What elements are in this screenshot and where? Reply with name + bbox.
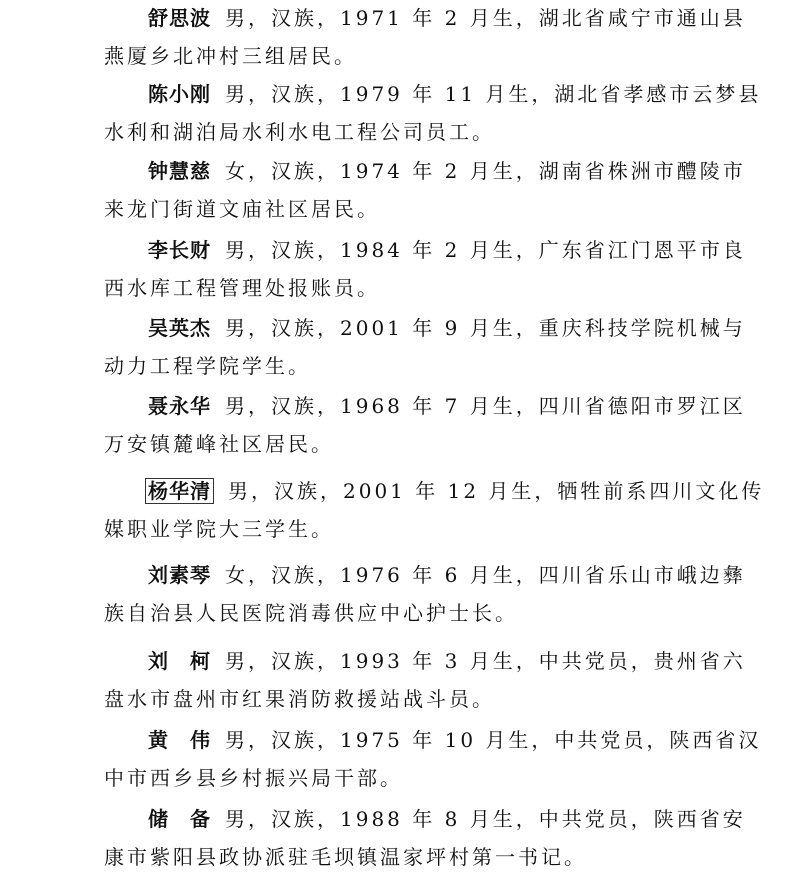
person-details: 女，汉族，1976 年 6 月生，四川省乐山市峨边彝 [225, 563, 746, 587]
person-details: 男，汉族，2001 年 9 月生，重庆科技学院机械与 [225, 316, 746, 340]
person-name: 吴英杰 [148, 316, 211, 340]
entry-second-line: 水利和湖泊局水利水电工程公司员工。 [104, 120, 495, 144]
person-details: 女，汉族，1974 年 2 月生，湖南省株洲市醴陵市 [225, 159, 746, 183]
entry-second-line: 康市紫阳县政协派驻毛坝镇温家坪村第一书记。 [104, 845, 587, 869]
person-name: 黄 伟 [148, 728, 211, 752]
entry-first-line [148, 314, 746, 342]
person-name: 刘 柯 [148, 649, 211, 673]
person-name: 储 备 [148, 807, 211, 831]
entry-second-line: 来龙门街道文庙社区居民。 [104, 197, 380, 221]
entry-second-line: 西水库工程管理处报账员。 [104, 276, 380, 300]
entry-first-line [148, 726, 761, 754]
person-name-highlighted[interactable]: 杨华清 [145, 478, 214, 504]
entry-first-line [148, 80, 761, 108]
entry-second-line: 族自治县人民医院消毒供应中心护士长。 [104, 601, 518, 625]
entry-second-line: 动力工程学院学生。 [104, 354, 311, 378]
entry-first-line [148, 392, 746, 420]
person-name: 舒思波 [148, 6, 211, 30]
entry-second-line: 中市西乡县乡村振兴局干部。 [104, 766, 403, 790]
entry-first-line [148, 561, 746, 589]
person-details: 男，汉族，1968 年 7 月生，四川省德阳市罗江区 [225, 394, 746, 418]
entry-second-line: 盘水市盘州市红果消防救援站战斗员。 [104, 687, 495, 711]
person-details: 男，汉族，1979 年 11 月生，湖北省孝感市云梦县 [225, 82, 762, 106]
entry-first-line [148, 477, 764, 505]
person-name: 刘素琴 [148, 563, 211, 587]
person-name: 李长财 [148, 238, 211, 262]
entry-first-line [148, 805, 746, 833]
person-details: 男，汉族，2001 年 12 月生，牺牲前系四川文化传 [228, 479, 765, 503]
entry-first-line [148, 647, 746, 675]
entry-second-line: 媒职业学院大三学生。 [104, 517, 334, 541]
person-details: 男，汉族，1984 年 2 月生，广东省江门恩平市良 [225, 238, 746, 262]
person-name: 陈小刚 [148, 82, 211, 106]
entry-first-line [148, 236, 746, 264]
entry-first-line [148, 4, 746, 32]
person-details: 男，汉族，1975 年 10 月生，中共党员，陕西省汉 [225, 728, 762, 752]
person-details: 男，汉族，1988 年 8 月生，中共党员，陕西省安 [225, 807, 746, 831]
entry-second-line: 燕厦乡北冲村三组居民。 [104, 44, 357, 68]
person-name: 聂永华 [148, 394, 211, 418]
person-details: 男，汉族，1971 年 2 月生，湖北省咸宁市通山县 [225, 6, 746, 30]
entry-first-line [148, 157, 746, 185]
entry-second-line: 万安镇麓峰社区居民。 [104, 432, 334, 456]
person-details: 男，汉族，1993 年 3 月生，中共党员，贵州省六 [225, 649, 746, 673]
person-name: 钟慧慈 [148, 159, 211, 183]
